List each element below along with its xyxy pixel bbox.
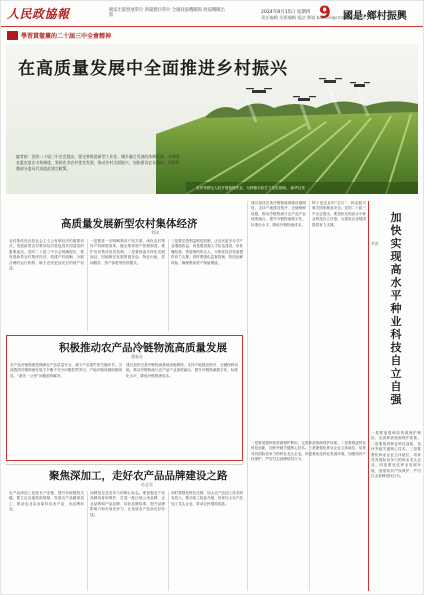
article-body: 建议加快完善冷链物流基础设施网络，支持产地建设预冷、仓储保鲜设施，推动冷链物流与农产品产业深度融合，提升冷链物流数字化、标准化水平，降低冷链物流成本。 (126, 363, 238, 378)
article-body: 一是要加强种质资源保护利用，完善种质资源保护体系。二是要推进种业科技创新，加快突破关键核心技术。三是要强化种业企业主体地位，培育具有国际竞争力的种业龙头企业。四是要优化种业发展环境，加强知识产权保护，严厉打击套牌侵权行为。 (371, 431, 421, 479)
newspaper-logo: 人民政協報 (7, 7, 70, 21)
article-author: 刘冰 (151, 230, 159, 235)
article-body: 农产品深加工是延长产业链、提升价值链的关键。要立足各地资源禀赋，发展农产品精深加工，推动农业由卖原料向卖产品、卖品牌转变。 (9, 491, 84, 512)
article-title: 积极推动农产品冷链物流高质量发展 (59, 342, 227, 354)
article-author: 李成 (371, 241, 379, 246)
column-divider (168, 491, 169, 591)
section-title: 國是·鄉村振興 (343, 11, 407, 22)
column-divider (368, 201, 369, 591)
article-body: 一是要加强种质资源保护利用，完善种质资源保护体系。二是要推进种业科技创新，加快突破关键核心技术。三是要强化种业企业主体地位，培育具有国际竞争力的种业龙头企业。四是要优化种业发展环境，加强知识产权保护，严厉打击套牌侵权行为。 (251, 441, 366, 462)
article-author: 孙志军 (141, 482, 153, 487)
vertical-article-title: 加快实现高水平种业科技自立自强 (390, 211, 402, 406)
column-divider (247, 201, 248, 591)
masthead-info: 國家出版發展單位 新聞標兵單位 全國政協機關報 政協機關出版 (109, 8, 225, 18)
article-body: 农村集体经济是社会主义公有制经济的重要形式，发展新型农村集体经济是促进共同富裕的重要途径。党的二十届三中全会明确提出，要发展新型农村集体经济，构建产权明晰、分配合理的运行机制，赋予农民更加充分的财产权益。 (9, 239, 84, 271)
page-number: 9 (319, 3, 331, 23)
article-body: 同时要强化科技支撑，加大农产品加工技术研发投入，推动加工装备升级，培育壮大农产品加工龙头企业，带动农民增收致富。 (171, 491, 243, 506)
article-author: 潘新东 (131, 354, 143, 359)
article-body: 种子是农业的“芯片”，种业振兴事关国家粮食安全。党的二十届三中全会提出，要加快实现高水平种业科技自立自强，为建设农业强国提供有力支撑。 (312, 201, 366, 227)
article-body: 农产品冷链物流是保障农产品质量安全、减少产后损失的关键环节。当前我国冷链物流发展不平衡不充分问题依然突出，产地冷链设施短板明显，“最先一公里”问题亟待解决。 (10, 363, 122, 378)
article-title: 聚焦深加工，走好农产品品牌建设之路 (49, 470, 228, 482)
column-divider (168, 239, 169, 331)
article-body: 一是要进一步明晰集体产权关系，深化农村集体产权制度改革，健全集体资产管理制度，维护农民集体成员权利。二是要探索多样化发展途径，因地制宜发展资源发包、物业出租、居间服务、资产参股等经营模式。 (90, 239, 165, 265)
masthead (1, 1, 424, 27)
issue-date: 2024年8月15日 星期四 (261, 10, 311, 15)
hero-headline: 在高质量发展中全面推进乡村振兴 (18, 59, 288, 79)
theme-badge-icon (7, 31, 18, 40)
article-title: 高质量发展新型农村集体经济 (61, 218, 198, 230)
column-divider (87, 491, 88, 591)
column-divider (87, 239, 88, 331)
hero-banner (6, 44, 418, 194)
editor-note: 编者按：党的二十届三中全会提出，要完善推进新型工业化、城乡融合发展的体制机制，完善强农惠农富农支持制度，坚持农业农村优先发展，推动乡村全面振兴，加快建设农业强国。本版特邀部分委员代表就此建言献策。 (16, 154, 180, 171)
article-body: 三是要完善利益联结机制，让农民更多分享产业增值收益。四是要加强人才队伍建设，培育懂经营、善管理的带头人，为集体经济发展提供有力支撑。同时要强化监督管理，防范化解风险，确保集体资产保值增值。 (171, 239, 243, 265)
section-rule (6, 464, 243, 465)
editor-info: 責任編輯 美術編輯 電話 郵箱 baoshe@rmzxb.com.cn (261, 15, 366, 20)
photo-caption: 农民驾驶无人机开展植保作业，为秋粮丰收打下坚实基础。 新华社发 (196, 186, 305, 190)
article-body: 建议加快完善冷链物流基础设施网络，支持产地建设预冷、仓储保鲜设施，推动冷链物流与农产品产业深度融合，提升冷链物流数字化、标准化水平，降低冷链物流成本。 (251, 201, 306, 227)
article-body: 品牌是农业竞争力的核心标志。要加强农产品品牌培育和保护，打造一批区域公用品牌、企业品牌和产品品牌，讲好品牌故事，提升品牌影响力和市场竞争力，让优质农产品卖出好价钱。 (90, 491, 165, 517)
theme-label: 學習貫徹黨的二十屆三中全會精神 (21, 33, 112, 40)
